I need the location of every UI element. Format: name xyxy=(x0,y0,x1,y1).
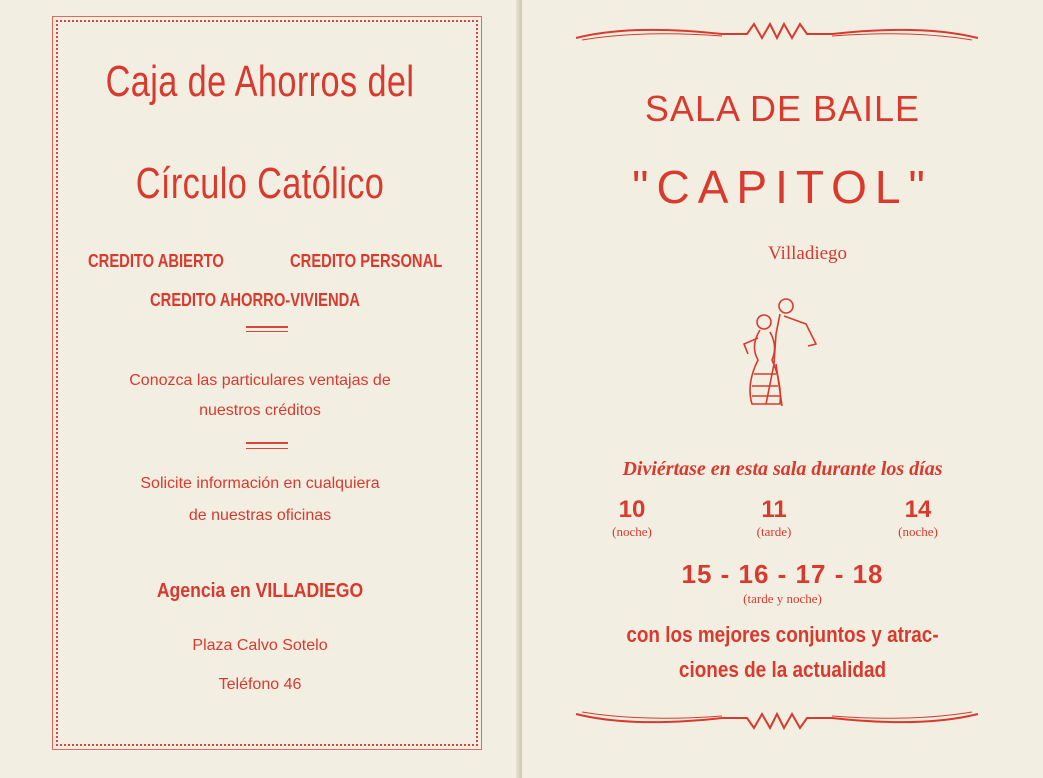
advantages-line-2: nuestros créditos xyxy=(199,402,321,419)
invite-line: Diviértase en esta sala durante los días xyxy=(622,458,943,480)
ornamental-divider-top-icon xyxy=(572,16,982,46)
agency-line: Agencia en VILLADIEGO xyxy=(156,580,364,602)
day-item xyxy=(714,496,834,540)
title-line-2: Círculo Católico xyxy=(135,159,385,208)
divider-rule xyxy=(246,326,288,328)
day-number: 10 xyxy=(618,496,646,523)
day-item xyxy=(572,496,692,540)
day-number: 11 xyxy=(761,496,787,523)
address-line: Plaza Calvo Sotelo xyxy=(192,637,328,654)
dance-hall-name: "CAPITOL" xyxy=(632,161,933,213)
dance-hall-title: SALA DE BAILE xyxy=(644,88,921,129)
divider-rule xyxy=(246,442,288,444)
credit-open: CREDITO ABIERTO xyxy=(88,251,224,271)
town-name: Villadiego xyxy=(767,243,848,264)
day-time: (noche) xyxy=(612,524,652,539)
phone-line: Teléfono 46 xyxy=(218,676,302,693)
day-time: (noche) xyxy=(898,524,938,539)
closing-line-2: ciones de la actualidad xyxy=(678,657,887,682)
dancing-couple-illustration-icon xyxy=(736,294,826,414)
title-line-1: Caja de Ahorros del xyxy=(105,57,415,106)
day-range-time: (tarde y noche) xyxy=(743,591,822,606)
day-number: 14 xyxy=(904,496,932,523)
divider-rule xyxy=(246,331,288,332)
request-line-1: Solicite información en cualquiera xyxy=(140,475,380,492)
credit-personal: CREDITO PERSONAL xyxy=(290,251,443,271)
day-item xyxy=(858,496,978,540)
right-page xyxy=(522,0,1043,778)
day-time: (tarde) xyxy=(756,524,792,539)
divider-rule xyxy=(246,448,288,449)
credit-savings: CREDITO AHORRO-VIVIENDA xyxy=(150,290,360,310)
ornamental-divider-bottom-icon xyxy=(572,706,982,736)
request-line-2: de nuestras oficinas xyxy=(188,507,332,524)
left-page xyxy=(0,0,520,778)
day-range: 15 - 16 - 17 - 18 xyxy=(681,559,884,589)
closing-line-1: con los mejores conjuntos y atrac- xyxy=(626,622,939,647)
advantages-line-1: Conozca las particulares ventajas de xyxy=(129,372,391,389)
